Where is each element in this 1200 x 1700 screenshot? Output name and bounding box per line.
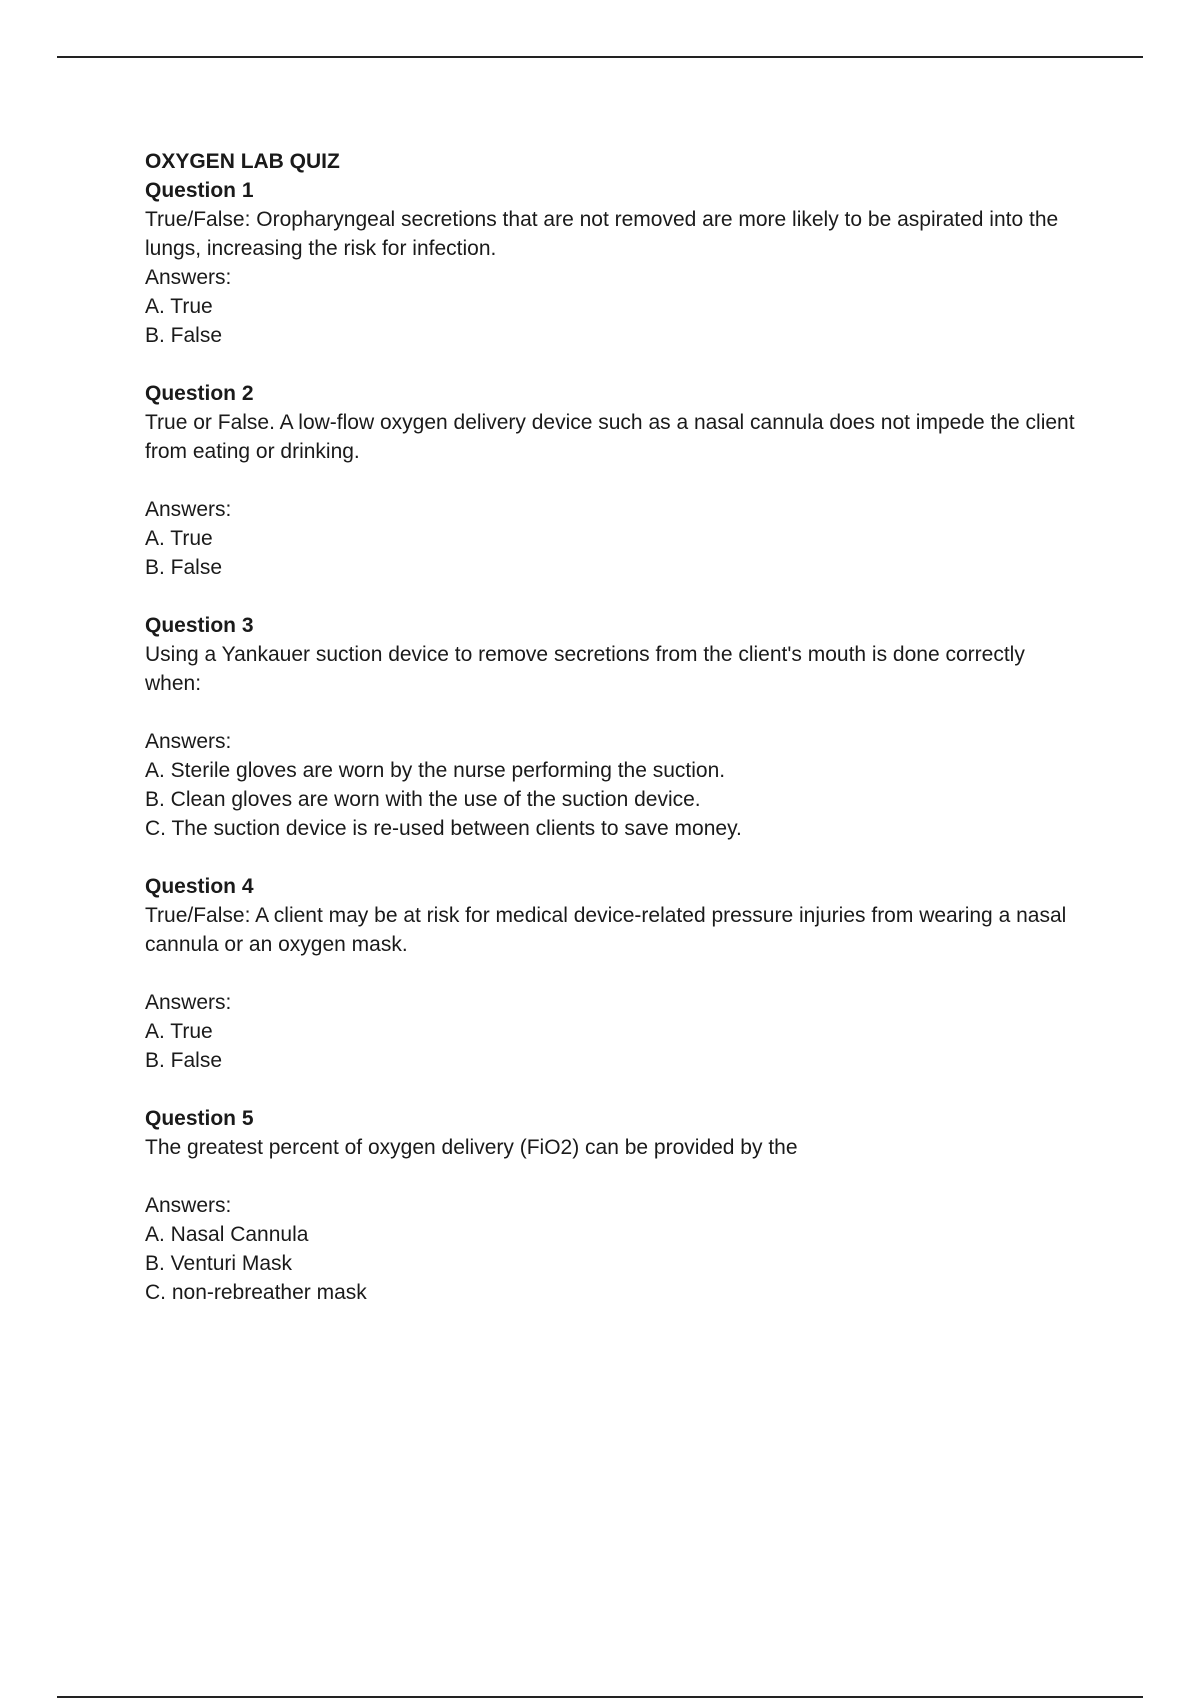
question-text: True/False: A client may be at risk for medical device-related pressure injuries from wearing a nasal cannula or an oxygen mask. <box>145 904 1067 956</box>
question-text: True or False. A low-flow oxygen delivery device such as a nasal cannula does not impede the client from eating or drinking. <box>145 411 1075 463</box>
question-heading: Question 1 <box>145 179 254 202</box>
spacer <box>145 1075 1085 1104</box>
answer-option: B. Clean gloves are worn with the use of the suction device. <box>145 788 701 811</box>
question-heading: Question 5 <box>145 1107 254 1130</box>
answer-option: A. True <box>145 527 213 550</box>
answer-option: A. True <box>145 1020 213 1043</box>
answer-option: B. False <box>145 1049 223 1072</box>
header-rule <box>57 56 1143 58</box>
quiz-document <box>145 147 1085 1307</box>
spacer <box>145 466 1085 495</box>
document-title: OXYGEN LAB QUIZ <box>145 150 340 173</box>
answers-label: Answers: <box>145 498 232 521</box>
answer-option: B. False <box>145 324 223 347</box>
spacer <box>145 582 1085 611</box>
spacer <box>145 350 1085 379</box>
question-4 <box>145 872 1085 1075</box>
spacer <box>145 698 1085 727</box>
question-heading: Question 2 <box>145 382 254 405</box>
answer-option: C. non-rebreather mask <box>145 1281 367 1304</box>
answers-label: Answers: <box>145 266 232 289</box>
question-3 <box>145 611 1085 843</box>
answer-option: B. False <box>145 556 223 579</box>
question-heading: Question 3 <box>145 614 254 637</box>
spacer <box>145 1162 1085 1191</box>
answer-option: C. The suction device is re-used between clients to save money. <box>145 817 742 840</box>
answers-label: Answers: <box>145 991 232 1014</box>
question-2 <box>145 379 1085 582</box>
answer-option: A. True <box>145 295 213 318</box>
question-heading: Question 4 <box>145 875 254 898</box>
answers-label: Answers: <box>145 1194 232 1217</box>
question-5 <box>145 1104 1085 1307</box>
answer-option: A. Sterile gloves are worn by the nurse performing the suction. <box>145 759 726 782</box>
answer-option: A. Nasal Cannula <box>145 1223 309 1246</box>
question-text: The greatest percent of oxygen delivery (FiO2) can be provided by the <box>145 1136 798 1159</box>
answers-label: Answers: <box>145 730 232 753</box>
answer-option: B. Venturi Mask <box>145 1252 293 1275</box>
spacer <box>145 959 1085 988</box>
question-text: Using a Yankauer suction device to remove secretions from the client's mouth is done correctly when: <box>145 643 1025 695</box>
spacer <box>145 843 1085 872</box>
question-text: True/False: Oropharyngeal secretions that are not removed are more likely to be aspirated into the lungs, increasing the risk for infection. <box>145 208 1059 260</box>
question-1 <box>145 176 1085 350</box>
footer-rule <box>57 1696 1143 1698</box>
